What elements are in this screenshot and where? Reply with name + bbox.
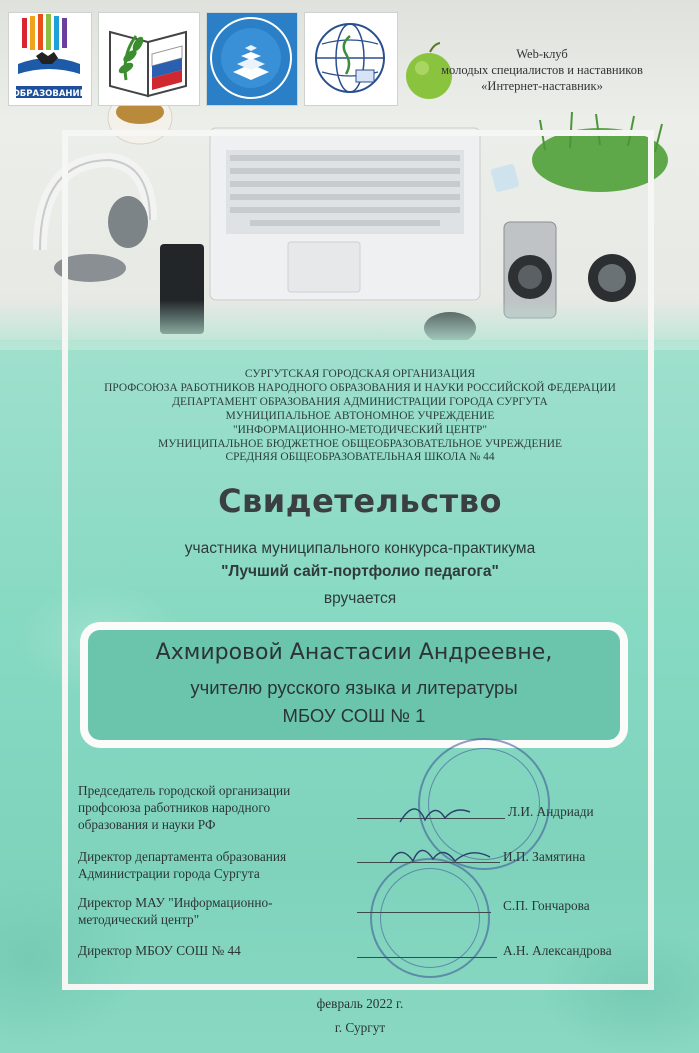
position-line: Директор департамента образования: [78, 849, 287, 864]
contest-name: "Лучший сайт-портфолио педагога": [221, 563, 499, 580]
signatory-name: А.Н. Александрова: [503, 943, 612, 958]
position-line: Председатель городской организации: [78, 783, 291, 798]
imc-logo: [208, 14, 294, 102]
signature-position: [78, 942, 348, 959]
signature-line: [357, 912, 491, 913]
issue-city: г. Сургут: [334, 1020, 386, 1035]
signatory-name: И.П. Замятина: [503, 849, 586, 864]
org-line: МУНИЦИПАЛЬНОЕ АВТОНОМНОЕ УЧРЕЖДЕНИЕ: [225, 409, 495, 422]
handwritten-signature: [395, 792, 475, 832]
recipient-name: Ахмировой Анастасии Андреевне,: [155, 640, 553, 665]
org-line: СРЕДНЯЯ ОБЩЕОБРАЗОВАТЕЛЬНАЯ ШКОЛА № 44: [225, 451, 495, 464]
signatory-name: С.П. Гончарова: [503, 898, 590, 913]
awarded-text: вручается: [323, 590, 397, 607]
position-line: Директор МАУ "Информационно-: [78, 895, 273, 910]
position-line: Директор МБОУ СОШ № 44: [78, 943, 241, 958]
position-line: Администрации города Сургута: [78, 866, 260, 881]
org-line: ПРОФСОЮЗА РАБОТНИКОВ НАРОДНОГО ОБРАЗОВАНИЯ И НАУКИ РОССИЙСКОЙ ФЕДЕРАЦИИ: [104, 381, 616, 394]
org-line: СУРГУТСКАЯ ГОРОДСКАЯ ОРГАНИЗАЦИЯ: [244, 368, 476, 380]
signature-position: [78, 782, 348, 833]
signature-line: [357, 957, 497, 958]
org-line: ДЕПАРТАМЕНТ ОБРАЗОВАНИЯ АДМИНИСТРАЦИИ ГОРОДА СУРГУТА: [172, 395, 548, 408]
certificate-subtitle: участника муниципального конкурса-практикума: [184, 540, 536, 557]
certificate-title: Свидетельство: [218, 482, 502, 520]
handwritten-signature: [385, 835, 495, 875]
globe-logo: [306, 14, 394, 102]
organization-header: [70, 368, 650, 465]
recipient-school: МБОУ СОШ № 1: [282, 705, 426, 726]
union-logo: [100, 14, 196, 102]
org-line: МУНИЦИПАЛЬНОЕ БЮДЖЕТНОЕ ОБЩЕОБРАЗОВАТЕЛЬНОЕ УЧРЕЖДЕНИЕ: [158, 437, 562, 450]
position-line: методический центр": [78, 912, 200, 927]
webclub-line: Web-клуб: [516, 47, 568, 61]
recipient-role: учителю русского языка и литературы: [190, 677, 518, 698]
round-stamp: [380, 868, 480, 968]
webclub-caption: [437, 46, 647, 94]
org-line: "ИНФОРМАЦИОННО-МЕТОДИЧЕСКИЙ ЦЕНТР": [232, 423, 488, 436]
signature-position: [78, 848, 348, 882]
obrazovanie-caption: ОБРАЗОВАНИЕ: [12, 89, 86, 99]
webclub-line: молодых специалистов и наставников: [441, 63, 643, 77]
position-line: образования и науки РФ: [78, 817, 216, 832]
webclub-line: «Интернет-наставник»: [481, 79, 603, 93]
signature-position: [78, 894, 348, 928]
signatory-name: Л.И. Андриади: [508, 804, 594, 819]
position-line: профсоюза работников народного: [78, 800, 271, 815]
issue-date: февраль 2022 г.: [316, 996, 404, 1011]
